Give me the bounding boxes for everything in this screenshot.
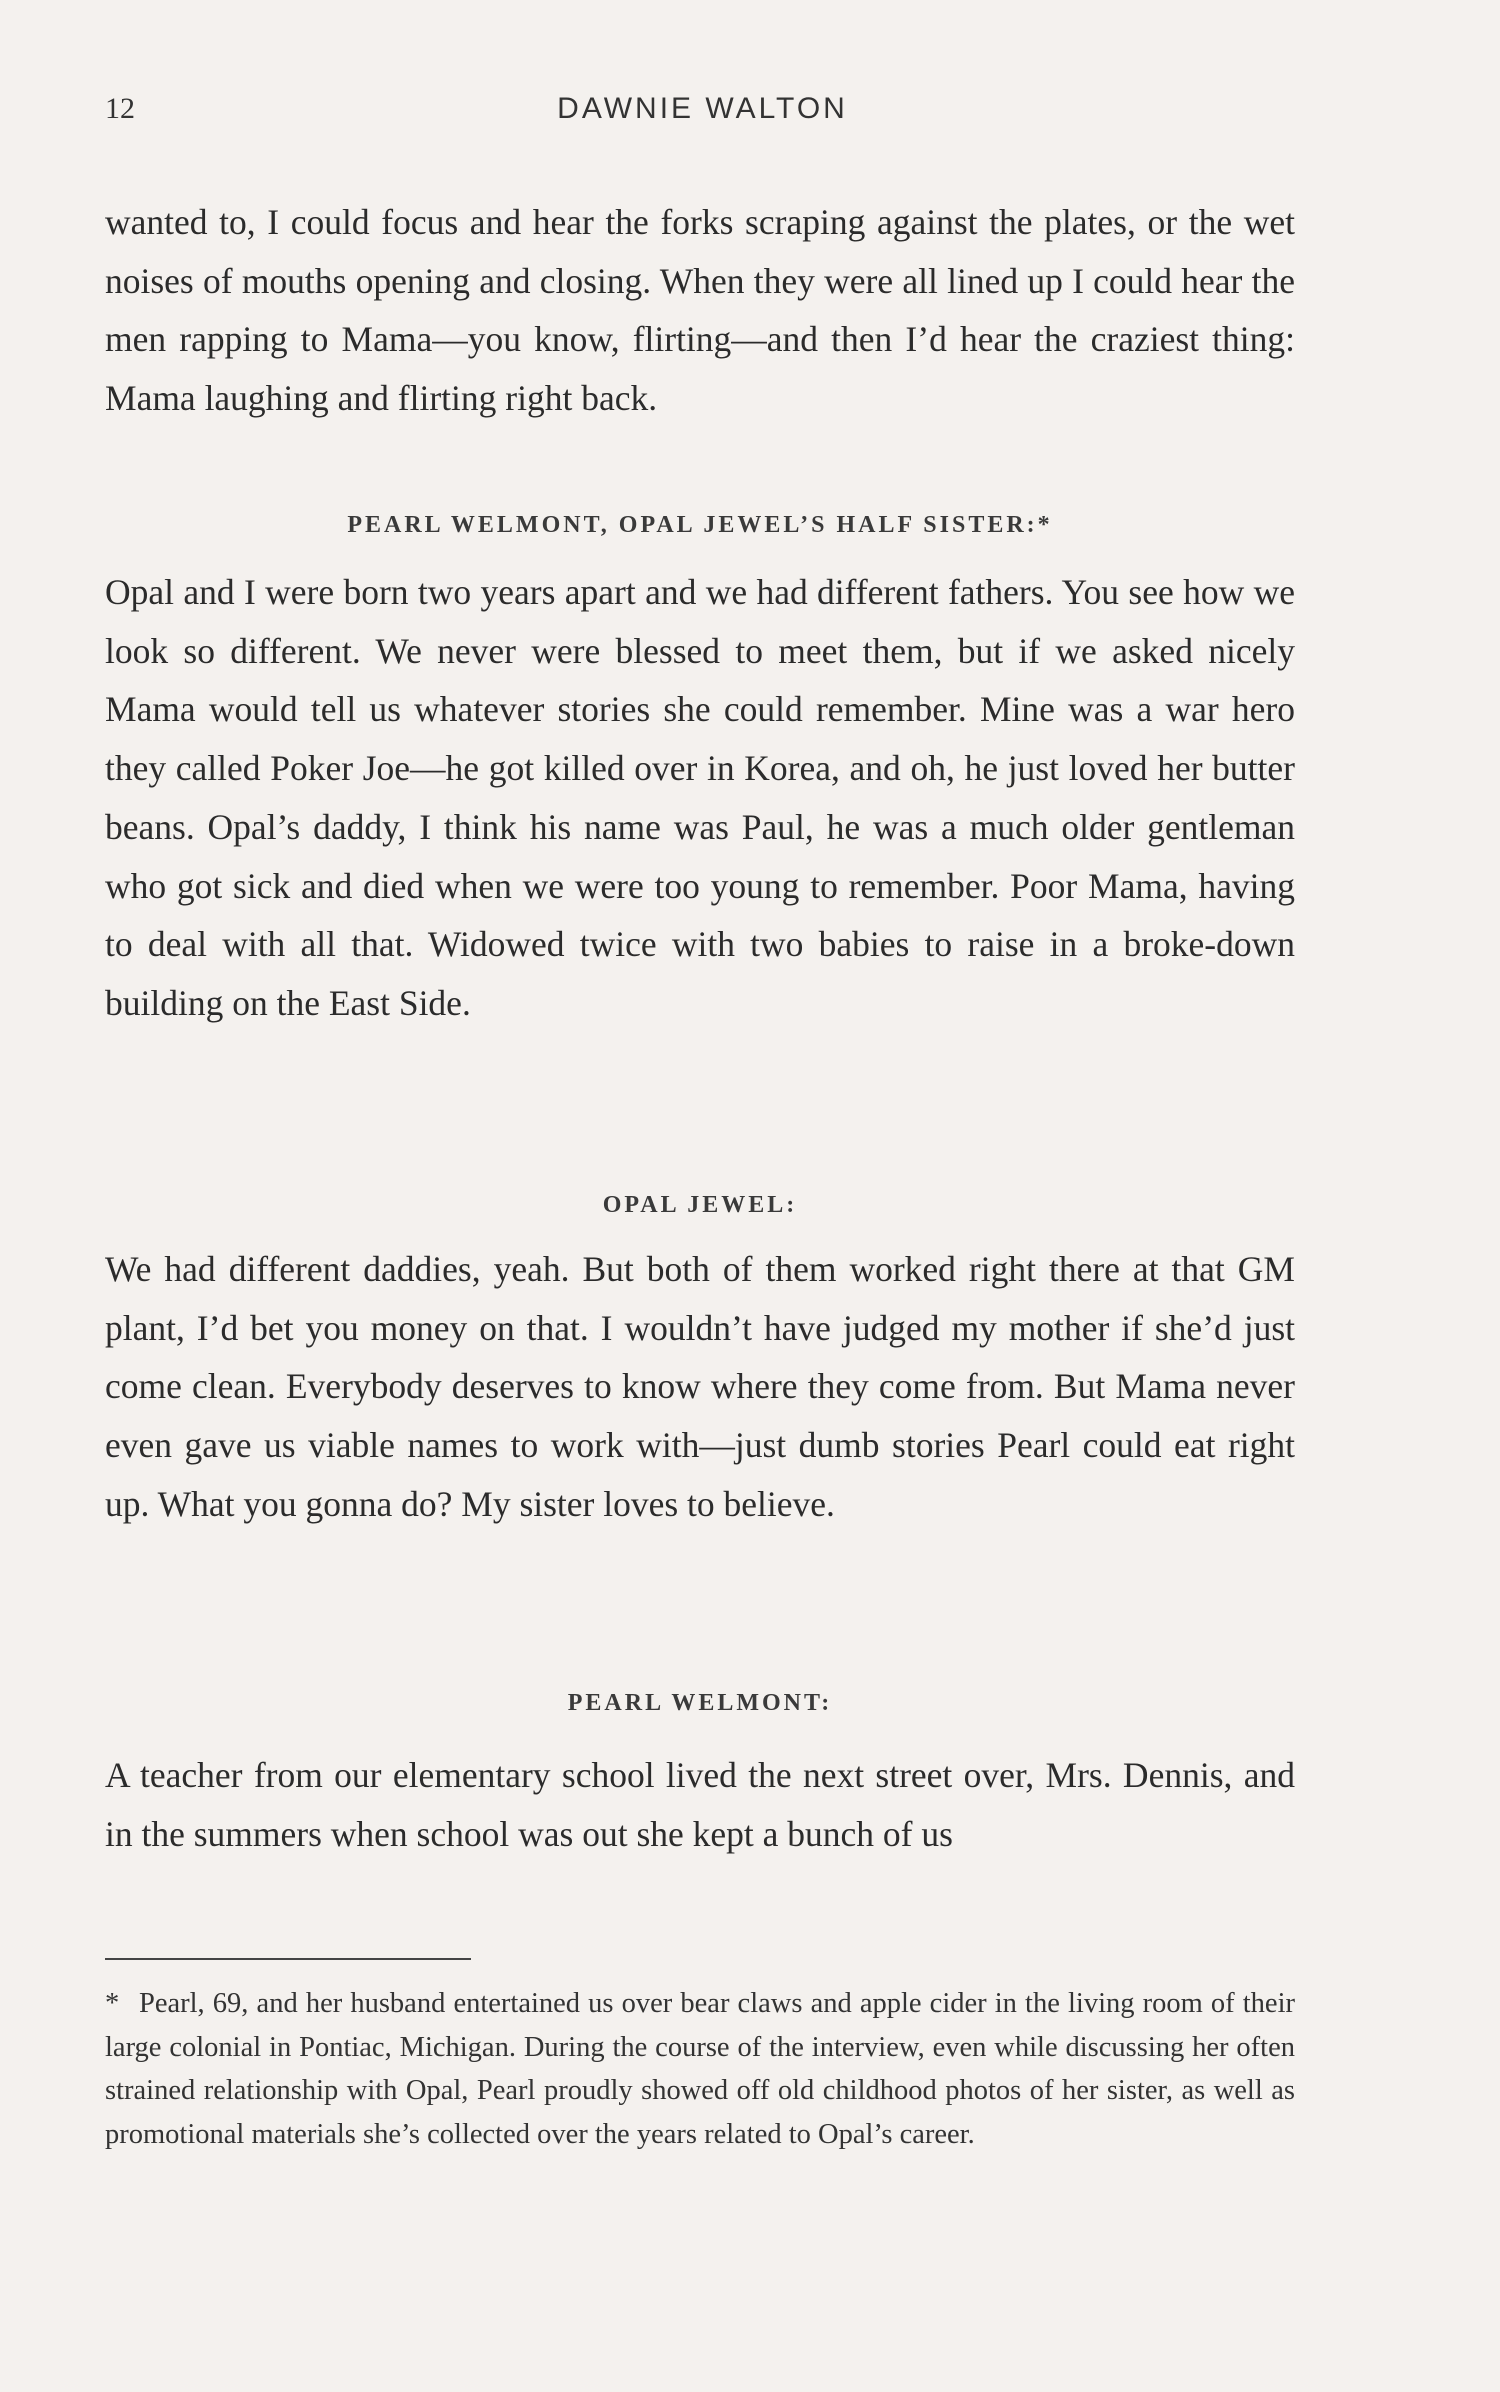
paragraph-text: A teacher from our elementary school lived the next street over, Mrs. Dennis, and in the summers when school was out she kept a bunch of us [105,1755,1295,1854]
paragraph [105,1746,1295,1863]
footnote-text [105,1982,1295,2156]
paragraph-continued [105,193,1295,428]
footnote-body: Pearl, 69, and her husband entertained us over bear claws and apple cider in the living room of their large colonial in Pontiac, Michigan. During the course of the interview, even while discussing her often strained relationship with Opal, Pearl proudly showed off old childhood photos of her sister, as well as promotional materials she’s collected over the years related to Opal’s career. [105,1988,1295,2150]
page-number: 12 [105,92,135,125]
footnote [105,1982,1295,2156]
paragraph-text: We had different daddies, yeah. But both of them worked right there at that GM plant, I’d bet you money on that. I wouldn’t have judged my mother if she’d just come clean. Everybody deserves to know where they come from. But Mama never even gave us viable names to work with—just dumb stories Pearl could eat right up. What you gonna do? My sister loves to believe. [105,1249,1295,1524]
speaker-heading: OPAL JEWEL: [602,1192,798,1218]
paragraph [105,1240,1295,1534]
footnote-rule [105,1958,471,1960]
running-head-author: DAWNIE WALTON [557,92,848,125]
paragraph-text: wanted to, I could focus and hear the forks scraping against the plates, or the wet noises of mouths opening and closing. When they were all lined up I could hear the men rapping to Mama—you know, flirting—and then I’d hear the craziest thing: Mama laughing and flirting right back. [105,202,1295,419]
running-head [105,92,1300,132]
speaker-heading: PEARL WELMONT: [567,1690,833,1716]
footnote-marker: * [105,1988,120,2019]
speaker-heading: PEARL WELMONT, OPAL JEWEL’S HALF SISTER:* [347,512,1053,538]
paragraph-text: Opal and I were born two years apart and we had different fathers. You see how we look so different. We never were blessed to meet them, but if we asked nicely Mama would tell us whatever stories she could remember. Mine was a war hero they called Poker Joe—he got killed over in Korea, and oh, he just loved her butter beans. Opal’s daddy, I think his name was Paul, he was a much older gentleman who got sick and died when we were too young to remember. Poor Mama, having to deal with all that. Widowed twice with two babies to raise in a broke-down building on the East Side. [105,572,1295,1023]
paragraph [105,563,1295,1033]
